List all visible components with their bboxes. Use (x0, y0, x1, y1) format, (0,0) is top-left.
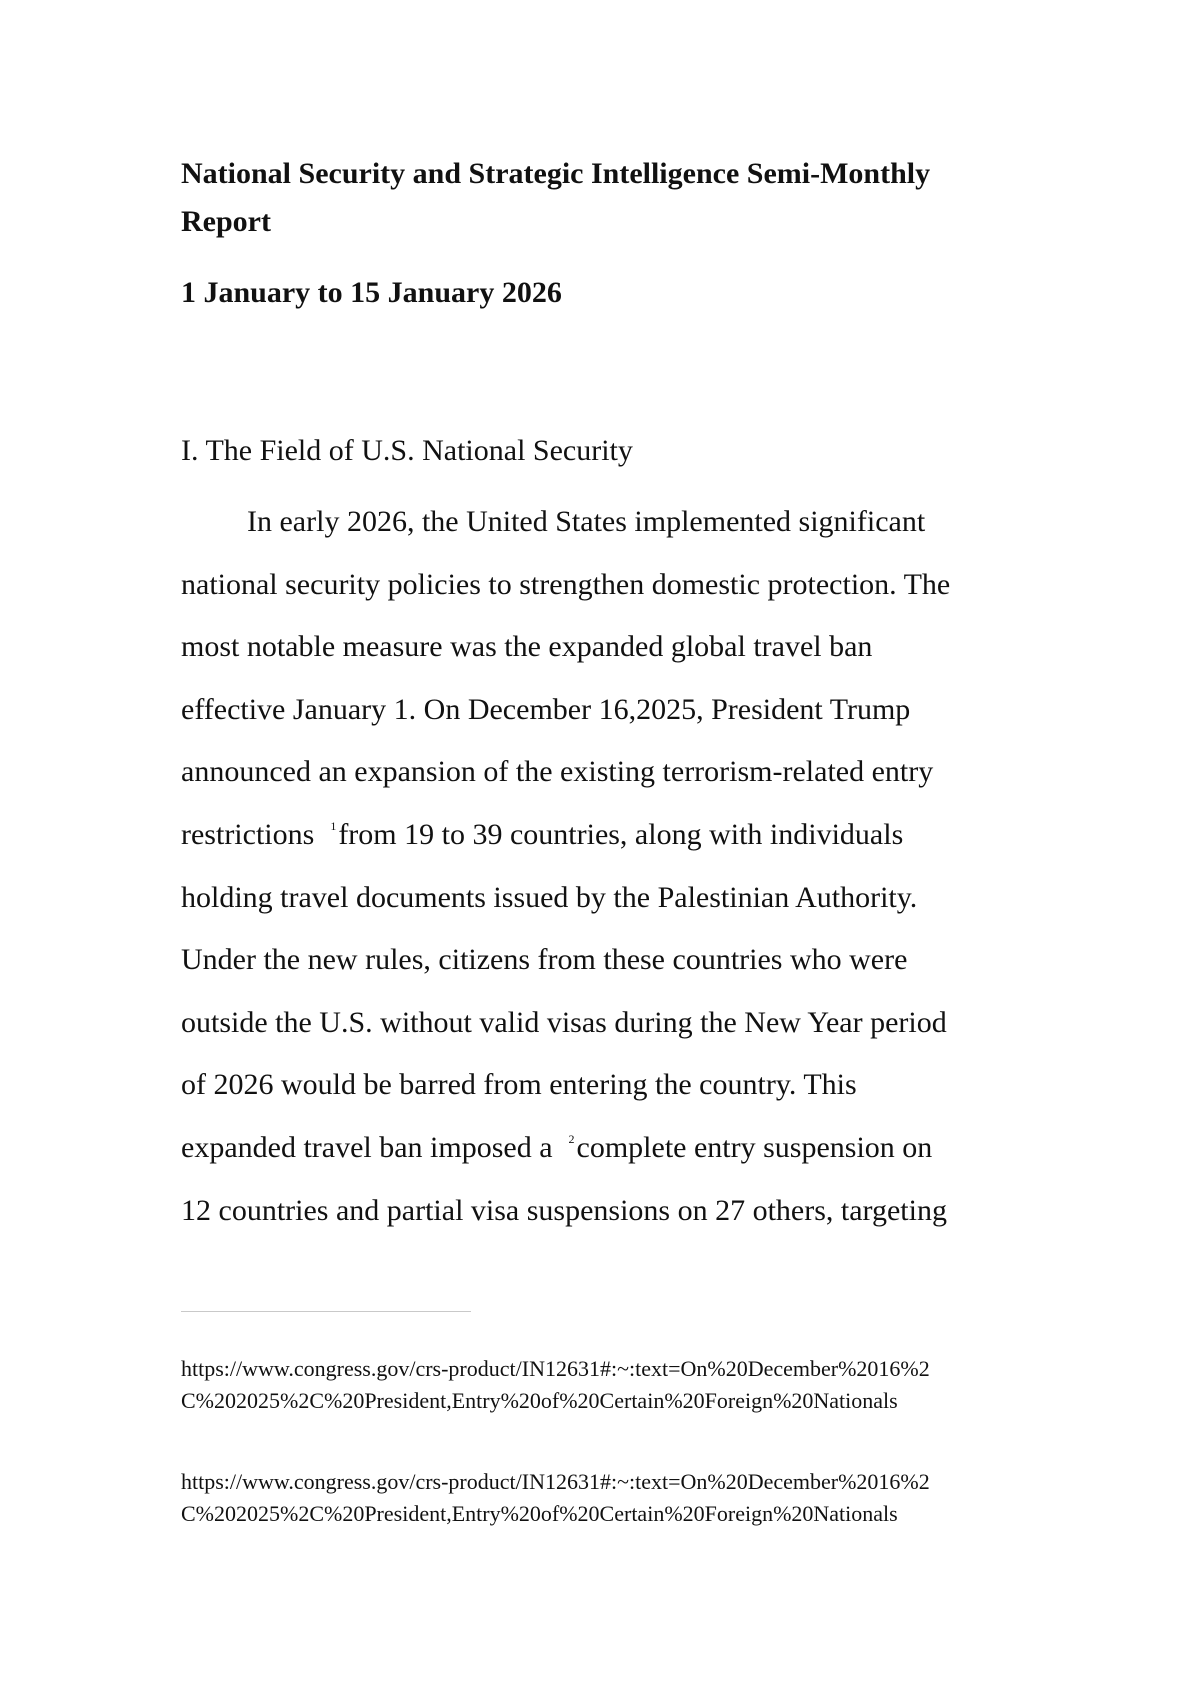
body-line-6 (181, 804, 1021, 867)
footnote-reference-2[interactable]: 2 (568, 1131, 575, 1146)
body-line-12: 12 countries and partial visa suspensions on 27 others, targeting (181, 1193, 947, 1227)
footnote-2-line-2[interactable]: C%202025%2C%20President,Entry%20of%20Certain%20Foreign%20Nationals (181, 1501, 898, 1526)
report-period: 1 January to 15 January 2026 (181, 276, 562, 309)
footnote-1-line-2[interactable]: C%202025%2C%20President,Entry%20of%20Certain%20Foreign%20Nationals (181, 1388, 898, 1413)
body-line-4: effective January 1. On December 16,2025, President Trump (181, 692, 911, 726)
body-line-6-start: restrictions (181, 817, 315, 851)
body-line-9: outside the U.S. without valid visas during the New Year period (181, 1005, 947, 1039)
body-line-11-start: expanded travel ban imposed a (181, 1130, 553, 1164)
body-line-1: In early 2026, the United States implemented significant (247, 505, 926, 538)
footnote-separator (181, 1311, 471, 1312)
body-line-7: holding travel documents issued by the Palestinian Authority. (181, 880, 918, 914)
body-line-6-end: from 19 to 39 countries, along with individuals (338, 817, 904, 851)
body-line-8: Under the new rules, citizens from these countries who were (181, 943, 908, 977)
footnote-2[interactable] (181, 1466, 1021, 1530)
report-title (181, 150, 1021, 246)
report-title-line-2: Report (181, 205, 271, 238)
section-heading: I. The Field of U.S. National Security (181, 434, 633, 467)
body-line-2: national security policies to strengthen domestic protection. The (181, 567, 951, 601)
footnote-reference-1[interactable]: 1 (330, 818, 337, 833)
report-title-line-1: National Security and Strategic Intelligence Semi-Monthly (181, 157, 931, 190)
page-content (181, 150, 1021, 1242)
body-line-11-end: complete entry suspension on (576, 1130, 933, 1164)
body-line-11 (181, 1117, 1021, 1180)
footnote-1[interactable] (181, 1353, 1021, 1417)
body-line-10: of 2026 would be barred from entering the country. This (181, 1068, 857, 1102)
body-line-5: announced an expansion of the existing terrorism-related entry (181, 755, 934, 789)
body-line-3: most notable measure was the expanded global travel ban (181, 630, 873, 664)
body-paragraph (181, 491, 1021, 1242)
footnote-1-line-1[interactable]: https://www.congress.gov/crs-product/IN12631#:~:text=On%20December%2016%2 (181, 1356, 930, 1381)
footnote-2-line-1[interactable]: https://www.congress.gov/crs-product/IN12631#:~:text=On%20December%2016%2 (181, 1469, 930, 1494)
